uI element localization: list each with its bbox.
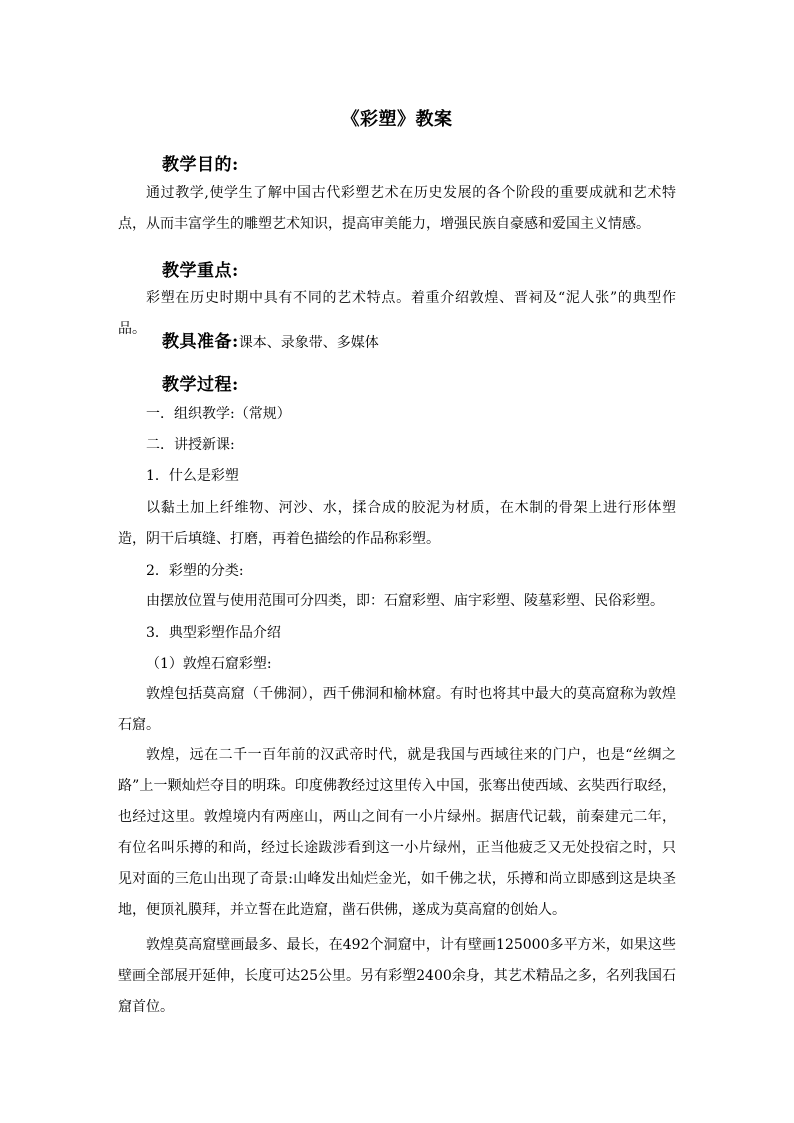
key-points-heading: 教学重点:: [162, 261, 239, 281]
what-is-caisu-paragraph: 以黏土加上纤维物、河沙、水，揉合成的胶泥为材质，在木制的骨架上进行形体塑造，阴干后填缝、打磨，再着色描绘的作品称彩塑。: [118, 500, 676, 547]
section-typical-works: 3．典型彩塑作品介绍: [146, 625, 281, 641]
objective-heading: 教学目的:: [162, 155, 239, 175]
key-points-paragraph: 彩塑在历史时期中具有不同的艺术特点。着重介绍敦煌、晋祠及“泥人张”的典型作品。: [118, 290, 676, 337]
dunhuang-paragraph-2: 敦煌，远在二千一百年前的汉武帝时代，就是我国与西域往来的门户，也是“丝绸之路”上一颗灿烂夺目的明珠。印度佛教经过这里传入中国，张骞出使西域、玄奘西行取经，也经过这里。敦煌境内有两座山，两山之间有一小片绿州。据唐代记载，前秦建元二年，有位名叫乐撙的和尚，经过长途跋涉看到这一小片绿州，正当他疲乏又无处投宿之时，只见对面的三危山出现了奇景:山峰发出灿烂金光，如千佛之状，乐撙和尚立即感到这是块圣地，便顶礼膜拜，并立誓在此造窟，凿石供佛，遂成为莫高窟的创始人。: [118, 747, 676, 918]
section-classification: 2．彩塑的分类:: [146, 563, 244, 579]
dunhuang-paragraph-3: 敦煌莫高窟壁画最多、最长，在492个洞窟中，计有壁画125000多平方米，如果这些壁画全部展开延伸，长度可达25公里。另有彩塑2400余身，其艺术精品之多，名列我国石窟首位。: [118, 937, 676, 1015]
materials-list: 课本、录象带、多媒体: [238, 335, 379, 351]
page-title: 《彩塑》教案: [341, 109, 453, 130]
process-heading: 教学过程:: [162, 375, 239, 395]
materials-heading: [162, 327, 379, 352]
process-step-teach: 二．讲授新课:: [146, 437, 235, 453]
dunhuang-paragraph-1: 敦煌包括莫高窟（千佛洞），西千佛洞和榆林窟。有时也将其中最大的莫高窟称为敦煌石窟。: [118, 686, 676, 733]
materials-label: 教具准备:: [162, 332, 239, 352]
objective-paragraph: 通过教学,使学生了解中国古代彩塑艺术在历史发展的各个阶段的重要成就和艺术特点，从而丰富学生的雕塑艺术知识，提高审美能力，增强民族自豪感和爱国主义情感。: [118, 185, 676, 232]
process-step-organize: 一．组织教学:（常规）: [146, 406, 291, 422]
section-what-is-caisu: 1．什么是彩塑: [146, 468, 239, 484]
subsection-dunhuang: （1）敦煌石窟彩塑:: [146, 656, 272, 672]
classification-paragraph: 由摆放位置与使用范围可分四类，即：石窟彩塑、庙宇彩塑、陵墓彩塑、民俗彩塑。: [146, 593, 664, 609]
